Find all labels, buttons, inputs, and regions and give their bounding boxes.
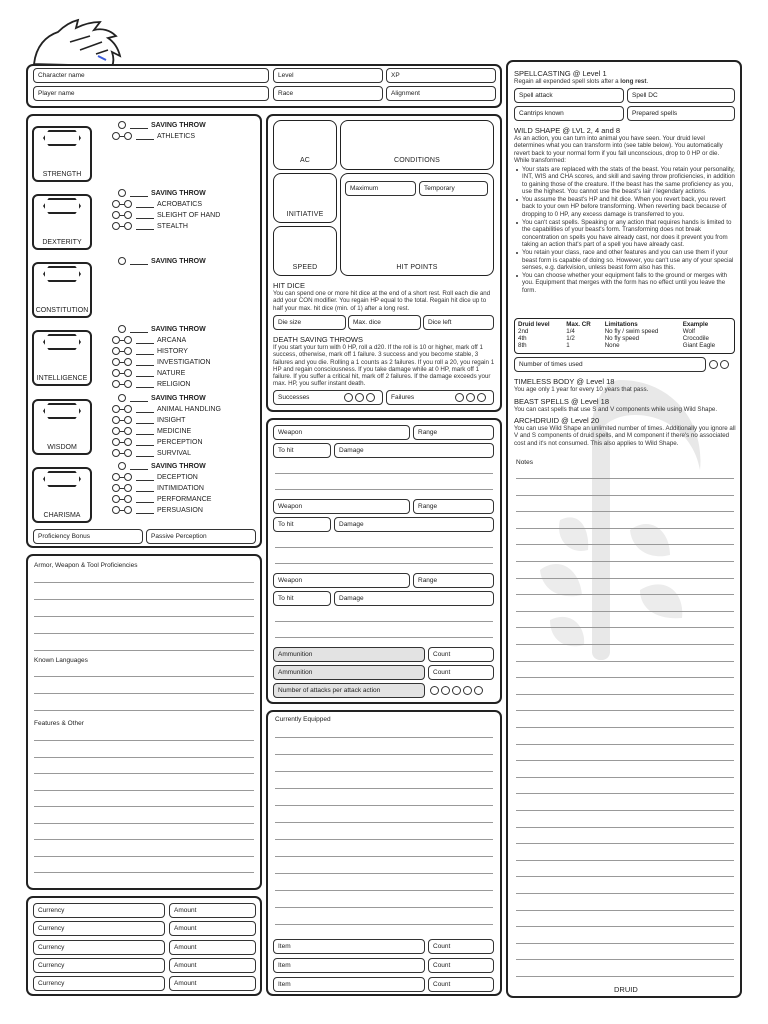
currency-amount-field[interactable]: Amount xyxy=(169,903,256,918)
skill-label: INVESTIGATION xyxy=(157,358,211,366)
equipped-line[interactable] xyxy=(275,788,493,789)
skill-label: ANIMAL HANDLING xyxy=(157,405,221,413)
ability-box-2[interactable] xyxy=(32,194,92,250)
notes-line[interactable] xyxy=(516,561,734,562)
table-row xyxy=(518,328,732,335)
proficiency-line[interactable] xyxy=(34,616,254,617)
currency-amount-field[interactable]: Amount xyxy=(169,921,256,936)
weapon-to-hit-field[interactable]: To hit xyxy=(273,517,331,532)
equipped-line[interactable] xyxy=(275,873,493,874)
hit-dice-text: You can spend one or more hit dice at the end of a short rest. Roll each die and add your CON modifier. You regain HP equal to the total. Regain hit dice up to half your max. hit dice (min. of 1) after a long rest. xyxy=(273,290,491,312)
item-count-field[interactable]: Count xyxy=(428,939,494,954)
weapon-name-field[interactable]: Weapon xyxy=(273,499,410,514)
table-header: Max. CR xyxy=(566,321,591,328)
prepared-spells-field[interactable]: Prepared spells xyxy=(627,106,735,121)
dragon-logo-icon xyxy=(30,16,130,68)
times-used-field[interactable]: Number of times used xyxy=(514,357,706,372)
notes-line[interactable] xyxy=(516,827,734,828)
ability-name: DEXTERITY xyxy=(42,239,82,246)
archdruid-title: ARCHDRUID @ Level 20 xyxy=(514,416,600,425)
notes-line[interactable] xyxy=(516,677,734,678)
notes-line[interactable] xyxy=(516,495,734,496)
skill-label: SURVIVAL xyxy=(157,449,191,457)
player-name-field[interactable]: Player name xyxy=(33,86,269,101)
weapon-damage-field[interactable]: Damage xyxy=(334,443,494,458)
times-used-circles[interactable] xyxy=(709,360,729,369)
table-header: Druid level xyxy=(518,321,550,328)
ability-name: CHARISMA xyxy=(43,512,81,519)
skill-label: SLEIGHT OF HAND xyxy=(157,211,221,219)
proficiency-bonus-field[interactable]: Proficiency Bonus xyxy=(33,529,143,544)
death-success-circles[interactable] xyxy=(344,393,375,402)
item-field[interactable]: Item xyxy=(273,958,425,973)
dice-left-field[interactable]: Dice left xyxy=(423,315,494,330)
proficiency-line[interactable] xyxy=(34,806,254,807)
skill-label: ATHLETICS xyxy=(157,132,195,140)
ability-box-5[interactable] xyxy=(32,399,92,455)
skill-row[interactable] xyxy=(112,357,211,367)
table-cell: 8th xyxy=(518,342,527,349)
weapon-note-line[interactable] xyxy=(275,489,493,490)
saving-throw-row[interactable] xyxy=(118,393,206,403)
weapon-range-field[interactable]: Range xyxy=(413,499,494,514)
skill-label: INSIGHT xyxy=(157,416,186,424)
proficiency-line[interactable] xyxy=(34,599,254,600)
wild-shape-rule: You assume the beast's HP and hit dice. When you revert back, you revert back to your own HP before transforming. When reverting back because of dropping to 0 HP, any excess damage is transferred to you. xyxy=(516,196,736,218)
notes-line[interactable] xyxy=(516,744,734,745)
notes-line[interactable] xyxy=(516,727,734,728)
ammunition-count-2[interactable]: Count xyxy=(428,665,494,680)
weapon-note-line[interactable] xyxy=(275,621,493,622)
equipped-line[interactable] xyxy=(275,907,493,908)
currently-equipped-label: Currently Equipped xyxy=(275,716,331,723)
ability-modifier-hex[interactable] xyxy=(43,266,81,282)
currency-field[interactable]: Currency xyxy=(33,958,165,973)
saving-throw-row[interactable] xyxy=(118,324,206,334)
saving-throw-label: SAVING THROW xyxy=(151,394,206,402)
notes-line[interactable] xyxy=(516,793,734,794)
saving-throw-label: SAVING THROW xyxy=(151,121,206,129)
death-saves-text: If you start your turn with 0 HP, roll a d20. If the roll is 10 or higher, mark off 1 success, otherwise, mark off 1 failure. 3 success and you become stable, 3 failures and you die. Rolling a 1 counts as 2 failures. If you roll a 20, you regain 1 HP and regain consciousness. If you take damage while at 0 HP, mark off 1 failure. If you suffer a critical hit, mark off 2 failures. If the damage exceeds your max. HP, you suffer instant death. xyxy=(273,344,495,388)
notes-line[interactable] xyxy=(516,544,734,545)
equipped-line[interactable] xyxy=(275,822,493,823)
proficiency-line[interactable] xyxy=(34,790,254,791)
skill-row[interactable] xyxy=(112,483,204,493)
equipped-line[interactable] xyxy=(275,890,493,891)
archdruid-text: You can use Wild Shape an unlimited number of times. Additionally you ignore all V and S components of druid spells, and M component if there's no associated cost and it's not consumed. This also applies to Wild Shape. xyxy=(514,425,736,447)
saving-throw-label: SAVING THROW xyxy=(151,462,206,470)
beast-spells-title: BEAST SPELLS @ Level 18 xyxy=(514,397,610,406)
notes-line[interactable] xyxy=(516,910,734,911)
weapon-range-field[interactable]: Range xyxy=(413,573,494,588)
equipped-line[interactable] xyxy=(275,924,493,925)
proficiency-line[interactable] xyxy=(34,650,254,651)
timeless-body-text: You age only 1 year for every 10 years that pass. xyxy=(514,386,649,393)
notes-line[interactable] xyxy=(516,710,734,711)
spellcasting-text: Regain all expended spell slots after a long rest. xyxy=(514,78,649,85)
wild-shape-rule: You retain your class, race and other features and you can use them if your beast form is capable of doing so. However, you can't use any of your special senses, e.g. darkvision, unless beast form also has this. xyxy=(516,249,736,271)
table-cell: 4th xyxy=(518,335,527,342)
wild-shape-rule: You can choose whether your equipment falls to the ground or merges with you. Equipment that merges with the form has no effect until you leave the form. xyxy=(516,272,736,294)
proficiency-line[interactable] xyxy=(34,823,254,824)
item-field[interactable]: Item xyxy=(273,939,425,954)
death-failure-circles[interactable] xyxy=(455,393,486,402)
table-cell: None xyxy=(604,342,620,349)
notes-line[interactable] xyxy=(516,893,734,894)
notes-line[interactable] xyxy=(516,594,734,595)
skill-label: STEALTH xyxy=(157,222,188,230)
death-failures-field[interactable]: Failures xyxy=(386,390,494,405)
languages-label: Known Languages xyxy=(34,657,88,664)
proficiency-line[interactable] xyxy=(34,773,254,774)
skill-label: INTIMIDATION xyxy=(157,484,204,492)
notes-line[interactable] xyxy=(516,959,734,960)
notes-line[interactable] xyxy=(516,661,734,662)
ability-name: STRENGTH xyxy=(42,171,82,178)
passive-perception-field[interactable]: Passive Perception xyxy=(146,529,256,544)
spell-attack-field[interactable]: Spell attack xyxy=(514,88,624,103)
currency-amount-field[interactable]: Amount xyxy=(169,976,256,991)
table-cell: Giant Eagle xyxy=(682,342,716,349)
ability-modifier-hex[interactable] xyxy=(43,334,81,350)
spellcasting-title: SPELLCASTING @ Level 1 xyxy=(514,69,607,78)
notes-line[interactable] xyxy=(516,810,734,811)
equipped-line[interactable] xyxy=(275,737,493,738)
notes-line[interactable] xyxy=(516,843,734,844)
currency-field[interactable]: Currency xyxy=(33,940,165,955)
timeless-body-title: TIMELESS BODY @ Level 18 xyxy=(514,377,615,386)
saving-throw-row[interactable] xyxy=(118,120,206,130)
wild-shape-intro: As an action, you can turn into animal you have seen. Your druid level determines what you can transform into (see table below). You automatically revert back to your normal form if you fall unconscious, drop to 0 HP or die. While transformed: xyxy=(514,135,723,164)
hp-maximum-field[interactable]: Maximum xyxy=(345,181,416,196)
skill-row[interactable] xyxy=(112,437,203,447)
skill-row[interactable] xyxy=(112,494,211,504)
xp-field[interactable]: XP xyxy=(386,68,496,83)
notes-line[interactable] xyxy=(516,943,734,944)
notes-line[interactable] xyxy=(516,926,734,927)
weapon-name-field[interactable]: Weapon xyxy=(273,573,410,588)
table-cell: 1 xyxy=(566,342,570,349)
table-row xyxy=(518,342,732,349)
item-count-field[interactable]: Count xyxy=(428,977,494,992)
conditions-label: CONDITIONS xyxy=(394,157,440,164)
proficiency-line[interactable] xyxy=(34,740,254,741)
ability-modifier-hex[interactable] xyxy=(43,471,81,487)
equipped-line[interactable] xyxy=(275,771,493,772)
hp-temporary-field[interactable]: Temporary xyxy=(419,181,488,196)
notes-line[interactable] xyxy=(516,578,734,579)
skill-row[interactable] xyxy=(112,426,191,436)
weapon-to-hit-field[interactable]: To hit xyxy=(273,443,331,458)
notes-line[interactable] xyxy=(516,478,734,479)
weapon-damage-field[interactable]: Damage xyxy=(334,517,494,532)
table-cell: 1/2 xyxy=(566,335,575,342)
proficiency-line[interactable] xyxy=(34,710,254,711)
proficiency-line[interactable] xyxy=(34,676,254,677)
skill-label: PERSUASION xyxy=(157,506,203,514)
equipped-line[interactable] xyxy=(275,856,493,857)
character-name-field[interactable]: Character name xyxy=(33,68,269,83)
skill-label: NATURE xyxy=(157,369,186,377)
hit-points-label: HIT POINTS xyxy=(396,264,438,271)
table-cell: Wolf xyxy=(682,328,696,335)
table-cell: Crocodile xyxy=(682,335,709,342)
weapon-note-line[interactable] xyxy=(275,637,493,638)
skill-label: MEDICINE xyxy=(157,427,192,435)
proficiency-line[interactable] xyxy=(34,582,254,583)
wild-shape-table xyxy=(518,321,732,349)
ability-modifier-hex[interactable] xyxy=(43,130,81,146)
initiative-label: INITIATIVE xyxy=(286,211,324,218)
equipped-line[interactable] xyxy=(275,754,493,755)
skill-row[interactable] xyxy=(112,379,190,389)
saving-throw-row[interactable] xyxy=(118,461,206,471)
saving-throw-label: SAVING THROW xyxy=(151,189,206,197)
ability-modifier-hex[interactable] xyxy=(43,403,81,419)
weapon-damage-field[interactable]: Damage xyxy=(334,591,494,606)
table-header: Limitations xyxy=(604,321,638,328)
ability-box-4[interactable] xyxy=(32,330,92,386)
notes-line[interactable] xyxy=(516,644,734,645)
currency-field[interactable]: Currency xyxy=(33,921,165,936)
skill-label: PERCEPTION xyxy=(157,438,203,446)
skill-row[interactable] xyxy=(112,199,202,209)
ammunition-field-2[interactable]: Ammunition xyxy=(273,665,425,680)
spell-dc-field[interactable]: Spell DC xyxy=(627,88,735,103)
ability-box-3[interactable] xyxy=(32,262,92,318)
notes-label: Notes xyxy=(516,459,533,466)
currency-amount-field[interactable]: Amount xyxy=(169,958,256,973)
die-size-field[interactable]: Die size xyxy=(273,315,346,330)
ability-modifier-hex[interactable] xyxy=(43,198,81,214)
notes-line[interactable] xyxy=(516,976,734,977)
notes-line[interactable] xyxy=(516,528,734,529)
table-cell: 1/4 xyxy=(566,328,575,335)
notes-line[interactable] xyxy=(516,694,734,695)
armor-proficiencies-label: Armor, Weapon & Tool Proficiencies xyxy=(34,562,138,569)
proficiency-line[interactable] xyxy=(34,693,254,694)
ability-name: CONSTITUTION xyxy=(35,307,89,314)
skill-row[interactable] xyxy=(112,505,203,515)
item-count-field[interactable]: Count xyxy=(428,958,494,973)
class-name-label: DRUID xyxy=(614,985,638,994)
item-field[interactable]: Item xyxy=(273,977,425,992)
ability-name: INTELLIGENCE xyxy=(36,375,88,382)
skill-row[interactable] xyxy=(112,346,188,356)
wild-shape-title: WILD SHAPE @ LVL 2, 4 and 8 xyxy=(514,126,620,135)
skill-row[interactable] xyxy=(112,335,186,345)
weapon-note-line[interactable] xyxy=(275,547,493,548)
weapon-to-hit-field[interactable]: To hit xyxy=(273,591,331,606)
hit-dice-title: HIT DICE xyxy=(273,281,305,290)
skill-row[interactable] xyxy=(112,415,185,425)
weapon-range-field[interactable]: Range xyxy=(413,425,494,440)
skill-row[interactable] xyxy=(112,472,198,482)
notes-line[interactable] xyxy=(516,611,734,612)
skill-label: HISTORY xyxy=(157,347,188,355)
level-field[interactable]: Level xyxy=(273,68,383,83)
skill-label: ARCANA xyxy=(157,336,187,344)
wild-shape-rule: You can't cast spells. Speaking or any action that requires hands is limited to the capabilities of your beast's form. Transforming does not break concentration on spells you have already cast, nor does it prevent you from taking an action that's part of a spell you have already cast. xyxy=(516,219,736,248)
skill-label: ACROBATICS xyxy=(157,200,202,208)
saving-throw-row[interactable] xyxy=(118,256,206,266)
notes-line[interactable] xyxy=(516,876,734,877)
druid-sickle-watermark-icon xyxy=(520,370,720,670)
proficiency-line[interactable] xyxy=(34,872,254,873)
proficiency-line[interactable] xyxy=(34,839,254,840)
skill-label: DECEPTION xyxy=(157,473,198,481)
ability-box-1[interactable] xyxy=(32,126,92,182)
features-label: Features & Other xyxy=(34,720,84,727)
equipped-line[interactable] xyxy=(275,805,493,806)
table-cell: No fly speed xyxy=(604,335,640,342)
equipped-line[interactable] xyxy=(275,839,493,840)
notes-line[interactable] xyxy=(516,860,734,861)
cantrips-known-field[interactable]: Cantrips known xyxy=(514,106,624,121)
notes-line[interactable] xyxy=(516,627,734,628)
skill-row[interactable] xyxy=(112,368,185,378)
weapon-note-line[interactable] xyxy=(275,563,493,564)
skill-row[interactable] xyxy=(112,210,220,220)
ammunition-field-1[interactable]: Ammunition xyxy=(273,647,425,662)
ac-label: AC xyxy=(299,157,311,164)
notes-line[interactable] xyxy=(516,511,734,512)
ability-name: WISDOM xyxy=(47,444,77,451)
ammunition-count-1[interactable]: Count xyxy=(428,647,494,662)
skill-row[interactable] xyxy=(112,448,191,458)
race-field[interactable]: Race xyxy=(273,86,383,101)
max-dice-field[interactable]: Max. dice xyxy=(348,315,421,330)
skill-label: RELIGION xyxy=(157,380,191,388)
attacks-per-action-field[interactable]: Number of attacks per attack action xyxy=(273,683,425,698)
table-cell: No fly / swim speed xyxy=(604,328,659,335)
weapon-name-field[interactable]: Weapon xyxy=(273,425,410,440)
death-successes-field[interactable]: Successes xyxy=(273,390,383,405)
saving-throw-label: SAVING THROW xyxy=(151,257,206,265)
table-header: Example xyxy=(682,321,709,328)
wild-shape-rules xyxy=(516,166,736,295)
beast-spells-text: You can cast spells that use S and V components while using Wild Shape. xyxy=(514,406,718,413)
saving-throw-row[interactable] xyxy=(118,188,206,198)
skill-label: PERFORMANCE xyxy=(157,495,212,503)
currency-field[interactable]: Currency xyxy=(33,976,165,991)
notes-line[interactable] xyxy=(516,760,734,761)
table-row xyxy=(518,335,732,342)
skill-row[interactable] xyxy=(112,404,221,414)
notes-line[interactable] xyxy=(516,777,734,778)
proficiency-line[interactable] xyxy=(34,633,254,634)
currency-amount-field[interactable]: Amount xyxy=(169,940,256,955)
ability-box-6[interactable] xyxy=(32,467,92,523)
attacks-circles[interactable] xyxy=(430,686,483,695)
proficiency-line[interactable] xyxy=(34,856,254,857)
skill-row[interactable] xyxy=(112,131,195,141)
table-cell: 2nd xyxy=(518,328,529,335)
speed-label: SPEED xyxy=(292,264,318,271)
death-saves-title: DEATH SAVING THROWS xyxy=(273,335,364,344)
currency-field[interactable]: Currency xyxy=(33,903,165,918)
proficiency-line[interactable] xyxy=(34,757,254,758)
weapon-note-line[interactable] xyxy=(275,473,493,474)
skill-row[interactable] xyxy=(112,221,188,231)
saving-throw-label: SAVING THROW xyxy=(151,325,206,333)
wild-shape-rule: Your stats are replaced with the stats of the beast. You retain your personality, INT, WIS and CHA scores, and skill and saving throw proficiencies, in addition to gaining those of the creature. If the beast has the same proficiency as you, use the highest. You cannot use the beast's lair / legendary actions. xyxy=(516,166,736,195)
alignment-field[interactable]: Alignment xyxy=(386,86,496,101)
